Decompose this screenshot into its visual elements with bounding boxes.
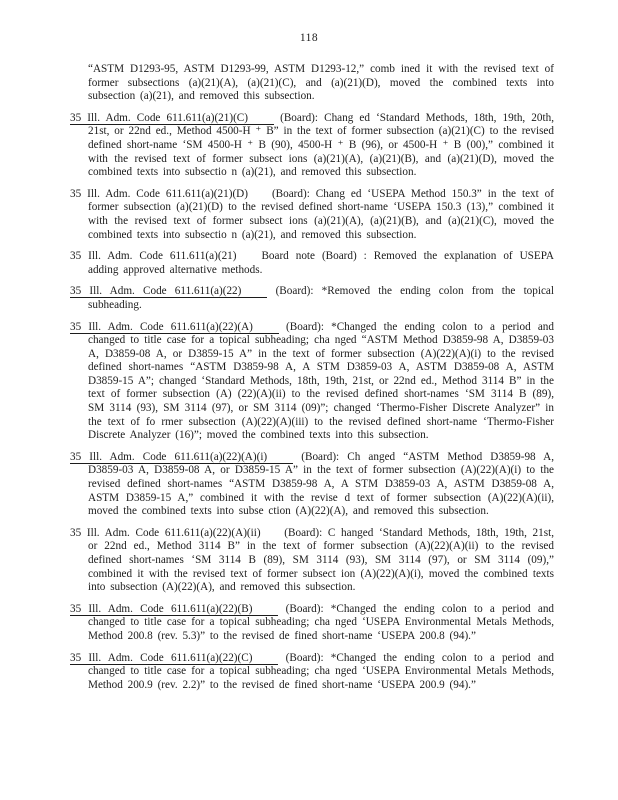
rule-citation: 35 Ill. Adm. Code 611.611(a)(22)(B) (70, 603, 278, 616)
amendment-entry (70, 188, 554, 242)
amendment-entry (70, 451, 554, 519)
rule-citation: 35 Ill. Adm. Code 611.611(a)(21)(C) (70, 112, 274, 125)
rule-citation: 35 Ill. Adm. Code 611.611(a)(22)(A)(ii) (70, 526, 261, 539)
entry-text: (Board): Chang ed ‘Standard Methods, 18th, 19th, 20th, 21st, or 22nd ed., Method 4500-H ⁺ B” in the text of former subsection (a)(21)(C) to the revised defined short-name ‘SM 4500-H ⁺ B (90), 4500-H ⁺ B (96), or 4500-H ⁺ B (00),” combined it with the revised text of former subsect ions (a)(21)(A), (a)(21)(B), and (a)(21)(D), moved the combined texts into subsectio n (a)(21), and removed this subsection. (88, 111, 554, 179)
rule-citation: 35 Ill. Adm. Code 611.611(a)(21) (70, 250, 237, 263)
rule-citation: 35 Ill. Adm. Code 611.611(a)(22)(A)(i) (70, 451, 293, 464)
entry-text: (Board): *Changed the ending colon to a period and changed to title case for a topical subheading; cha nged ‘USEPA Environmental Metals Methods, Method 200.9 (rev. 2.2)” to the revised de fined short-name ‘USEPA 200.9 (94).” (88, 651, 555, 691)
amendment-entry (70, 285, 554, 312)
amendment-entry (70, 603, 554, 644)
amendment-entry (70, 112, 554, 180)
entry-text: (Board): *Removed the ending colon from the topical subheading. (88, 285, 555, 311)
rule-citation: 35 Ill. Adm. Code 611.611(a)(22)(C) (70, 652, 278, 665)
entry-text: (Board): *Changed the ending colon to a period and changed to title case for a topical subheading; cha nged “ASTM Method D3859-98 A, D3859-03 A, D3859-08 A, or D3859-15 A” in the text of former subsection (A)(22)(A)(i) to the revised defined short-names “ASTM D3859-98 A, A STM D3859-03 A, ASTM D3859-08 A, ASTM D3859-15 A”; changed ‘Standard Methods, 18th, 19th, 21st, or 22nd ed., Method 3114 B” in the text of former subsection (A) (22)(A)(ii) to the revised defined short-names ‘SM 3114 B (89), SM 3114 (93), SM 3114 (97), or SM 3114 (09)”; changed ‘Thermo-Fisher Discrete Analyzer” in the text of fo rmer subsection (A)(22)(A)(iii) to the revised defined short-name ‘Thermo-Fisher Discrete Analyzer (16)”; moved the combined texts into this subsection. (88, 320, 554, 442)
page-number: 118 (299, 32, 319, 44)
entry-text: (Board): C hanged ‘Standard Methods, 18th, 19th, 21st, or 22nd ed., Method 3114 B” in the text of former subsection (A)(22)(A)(ii) to the revised defined short-names ‘SM 3114 B (89), SM 3114 (93), SM 3114 (97), or SM 3114 (09),” combined it with the revised text of former subsect ion (A)(22)(A)(i), moved the combined texts into subsection (A)(22)(A), and removed this subsection. (88, 526, 554, 594)
amendment-entry (70, 250, 554, 277)
rule-citation: 35 Ill. Adm. Code 611.611(a)(22) (70, 285, 267, 298)
entry-text: (Board): *Changed the ending colon to a period and changed to title case for a topical subheading; cha nged ‘USEPA Environmental Metals Methods, Method 200.8 (rev. 5.3)” to the revised de fined short-name ‘USEPA 200.8 (94).” (88, 602, 555, 642)
entry-text: “ASTM D1293-95, ASTM D1293-99, ASTM D1293-12,” comb ined it with the revised text of former subsections (a)(21)(A), (a)(21)(C), and (a)(21)(D), moved the combined texts into subsection (a)(21), and removed this subsection. (88, 63, 554, 103)
document-body (70, 63, 554, 700)
rule-citation: 35 Ill. Adm. Code 611.611(a)(22)(A) (70, 321, 279, 334)
amendment-entry (70, 652, 554, 693)
entry-text: Board note (Board) : Removed the explanation of USEPA adding approved alternative methods. (88, 250, 554, 276)
entry-text: (Board): Ch anged “ASTM Method D3859-98 A, D3859-03 A, D3859-08 A, or D3859-15 A” in the text of former subsection (A)(22)(A)(i) to the revised defined short-names “ASTM D3859-98 A, A STM D3859-03 A, ASTM D3859-08 A, ASTM D3859-15 A,” combined it with the revise d text of former subsection (A)(22)(A)(ii), moved the combined texts into subse ction (A)(22)(A), and removed this subsection. (88, 450, 554, 518)
amendment-entry (70, 321, 554, 443)
amendment-entry-continuation (70, 63, 554, 104)
amendment-entry (70, 527, 554, 595)
entry-text: (Board): Chang ed ‘USEPA Method 150.3” in the text of former subsection (a)(21)(D) to the revised defined short-name ‘USEPA 150.3 (13),” combined it with the revised text of former subsect ions (a)(21)(A), (a)(21)(B), and (a)(21)(C), moved the combined texts into subsectio n (a)(21), and removed this subsection. (88, 187, 555, 241)
rule-citation: 35 Ill. Adm. Code 611.611(a)(21)(D) (70, 187, 248, 200)
